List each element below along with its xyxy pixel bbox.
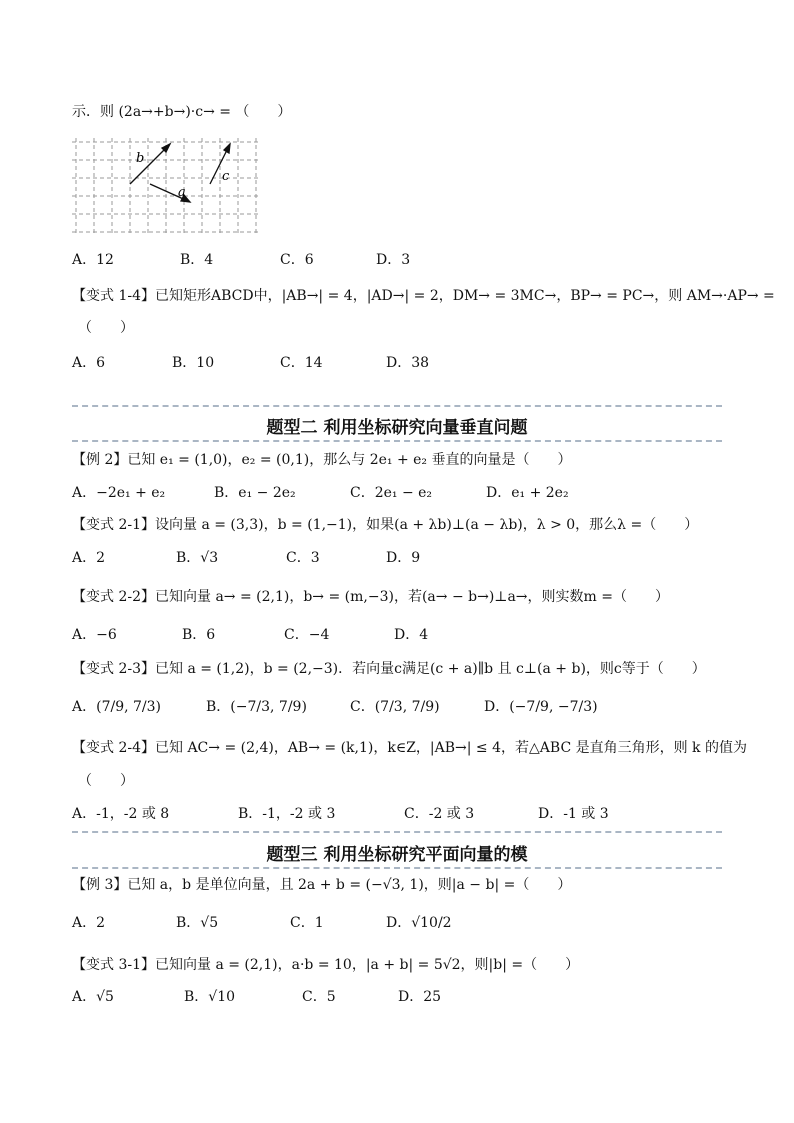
option-d: D．4 [394, 627, 429, 643]
option-a: A．−2e₁ + e₂ [72, 485, 166, 501]
option-b: B．√10 [184, 989, 236, 1005]
section-divider-bottom [72, 867, 722, 869]
option-a: A．6 [72, 355, 106, 371]
option-c: C．5 [302, 989, 336, 1005]
option-c: C．-2 或 3 [404, 806, 475, 822]
option-c: C．3 [286, 550, 320, 566]
option-c: C．14 [280, 355, 323, 371]
variant-1-4-answer-blank: （ ） [78, 320, 134, 336]
section-divider-top [72, 405, 722, 407]
option-d: D．25 [398, 989, 442, 1005]
vector-a-label: a [178, 185, 186, 200]
option-c: C．2e₁ − e₂ [350, 485, 433, 501]
variant-2-2-stem: 【变式 2-2】已知向量 a→ = (2,1)，b→ = (m,−3)，若(a→ − b→)⊥a→，则实数m =（ ） [72, 589, 669, 605]
option-a: A．2 [72, 915, 106, 931]
section-2-title: 题型二 利用坐标研究向量垂直问题 [266, 418, 528, 438]
option-c: C．(7/3, 7/9) [350, 699, 440, 715]
example-2-stem: 【例 2】已知 e₁ = (1,0)，e₂ = (0,1)，那么与 2e₁ + e₂ 垂直的向量是（ ） [72, 452, 572, 468]
option-b: B．e₁ − 2e₂ [214, 485, 296, 501]
option-b: B．6 [182, 627, 216, 643]
option-c: C．6 [280, 252, 314, 268]
option-d: D．-1 或 3 [538, 806, 609, 822]
option-d: D．3 [376, 252, 411, 268]
variant-2-1-stem: 【变式 2-1】设向量 a = (3,3)，b = (1,−1)，如果(a + λb)⊥(a − λb)，λ > 0，那么λ =（ ） [72, 517, 699, 533]
option-c: C．1 [290, 915, 324, 931]
question-stem: 示．则 (2a→+b→)·c→ = （ ） [72, 104, 292, 120]
section-divider-bottom [72, 440, 722, 442]
vector-c-label: c [222, 169, 230, 184]
vector-c-arrowhead [224, 144, 230, 153]
variant-3-1-stem: 【变式 3-1】已知向量 a = (2,1)，a·b = 10，|a + b| = 5√2，则|b| =（ ） [72, 957, 580, 973]
option-a: A．12 [72, 252, 114, 268]
option-a: A．−6 [72, 627, 117, 643]
option-b: B．4 [180, 252, 214, 268]
option-a: A．√5 [72, 989, 114, 1005]
option-b: B．10 [172, 355, 215, 371]
option-a: A．(7/9, 7/3) [72, 699, 161, 715]
option-c: C．−4 [284, 627, 330, 643]
option-d: D．9 [386, 550, 421, 566]
option-a: A．2 [72, 550, 106, 566]
option-b: B．-1，-2 或 3 [238, 806, 336, 822]
example-3-stem: 【例 3】已知 a，b 是单位向量，且 2a + b = (−√3, 1)，则|a − b| =（ ） [72, 877, 572, 893]
option-b: B．(−7/3, 7/9) [206, 699, 307, 715]
option-d: D．√10/2 [386, 915, 452, 931]
option-b: B．√3 [176, 550, 219, 566]
grid-lines [72, 138, 258, 234]
option-a: A．-1，-2 或 8 [72, 806, 170, 822]
option-d: D．(−7/9, −7/3) [484, 699, 598, 715]
vector-b-label: b [136, 151, 145, 166]
option-d: D．38 [386, 355, 430, 371]
variant-2-3-stem: 【变式 2-3】已知 a = (1,2)，b = (2,−3)．若向量c满足(c + a)∥b 且 c⊥(a + b)，则c等于（ ） [72, 661, 706, 677]
option-d: D．e₁ + 2e₂ [486, 485, 569, 501]
option-b: B．√5 [176, 915, 219, 931]
variant-1-4-stem: 【变式 1-4】已知矩形ABCD中，|AB→| = 4，|AD→| = 2，DM→ = 3MC→，BP→ = PC→，则 AM→·AP→ = [72, 288, 775, 304]
variant-2-4-stem: 【变式 2-4】已知 AC→ = (2,4)，AB→ = (k,1)，k∈Z，|AB→| ≤ 4，若△ABC 是直角三角形，则 k 的值为 [72, 740, 747, 756]
variant-2-4-answer-blank: （ ） [78, 773, 134, 789]
section-3-title: 题型三 利用坐标研究平面向量的模 [266, 845, 528, 865]
vector-grid-figure [72, 138, 262, 234]
section-divider-top [72, 831, 722, 833]
